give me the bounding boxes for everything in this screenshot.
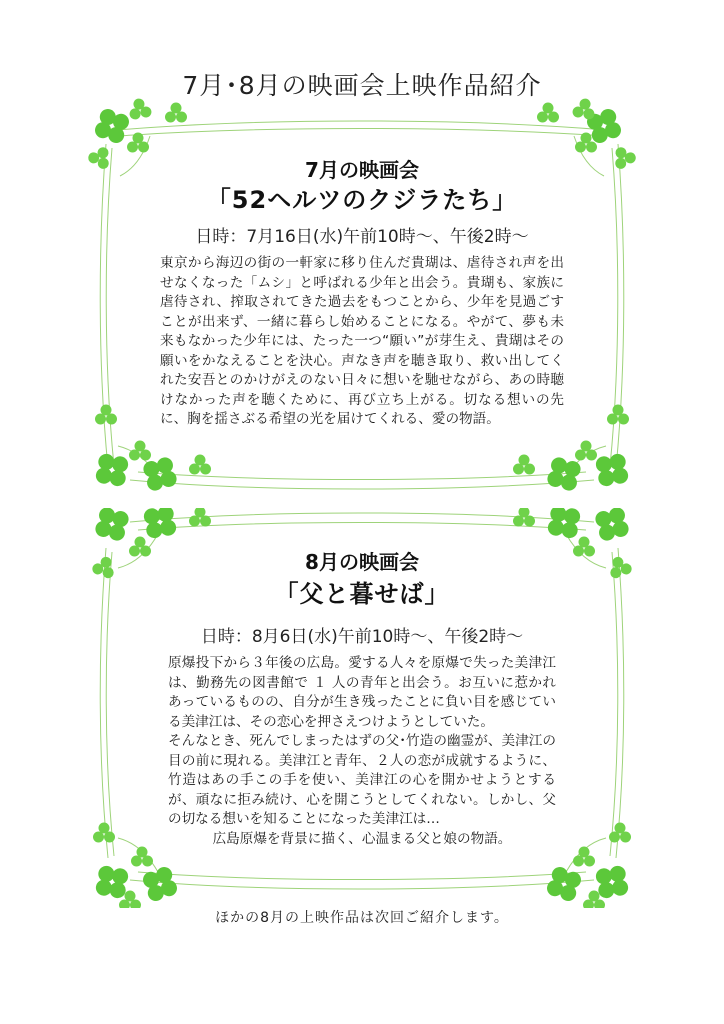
august-section — [0, 508, 724, 908]
august-description-part1: 原爆投下から３年後の広島。愛する人々を原爆で失った美津江は、勤務先の図書館で １ 人の青年と出会う。お互いに惹かれあっているものの、自分が生き残ったことに負い目を感じている美津江は、その恋心を押さえつけようとしていた。 — [168, 655, 556, 730]
footer-note: ほかの8月の上映作品は次回ご紹介します。 — [215, 910, 509, 926]
august-schedule: 日時：8月6日(水)午前10時～、午後2時～ — [200, 627, 524, 647]
august-heading: 8月の映画会 — [305, 550, 419, 574]
july-section — [0, 96, 724, 506]
august-description — [168, 654, 556, 849]
july-heading: 7月の映画会 — [305, 158, 419, 182]
july-schedule: 日時：7月16日(水)午前10時～、午後2時～ — [195, 227, 529, 247]
july-description-text: 東京から海辺の街の一軒家に移り住んだ貴瑚は、虐待され声を出せなくなった「ムシ」と呼ばれる少年と出会う。貴瑚も、家族に虐待され、搾取されてきた過去をもつことから、少年を見過ごすことが出来ず、一緒に暮らし始めることになる。やがて、夢も未来もなかった少年には、たった一つ“願い”が芽生え、貴瑚はその願いをかなえることを決心。声なき声を聴き取り、救い出してくれた安吾とのかけがえのない日々に想いを馳せながら、あの時聴けなかった声を聴くために、再び立ち上がる。切なる想いの先に、胸を揺さぶる希望の光を届けてくれる、愛の物語。 — [160, 255, 564, 427]
july-description — [160, 254, 564, 430]
august-description-part2: そんなとき、死んでしまったはずの父･竹造の幽霊が、美津江の目の前に現れる。美津江と青年、２人の恋が成就するように、竹造はあの手この手を使い、美津江の心を開かせようとするが、頑なに拒み続け、心を開こうとしてくれない。しかし、父の切なる想いを知ることになった美津江は… — [168, 733, 556, 827]
page-title: 7月･8月の映画会上映作品紹介 — [182, 71, 542, 100]
august-film-title: 「父と暮せば」 — [274, 580, 450, 608]
august-closing-line: 広島原爆を背景に描く、心温まる父と娘の物語。 — [212, 830, 512, 847]
july-film-title: 「52ヘルツのクジラたち」 — [206, 186, 518, 214]
